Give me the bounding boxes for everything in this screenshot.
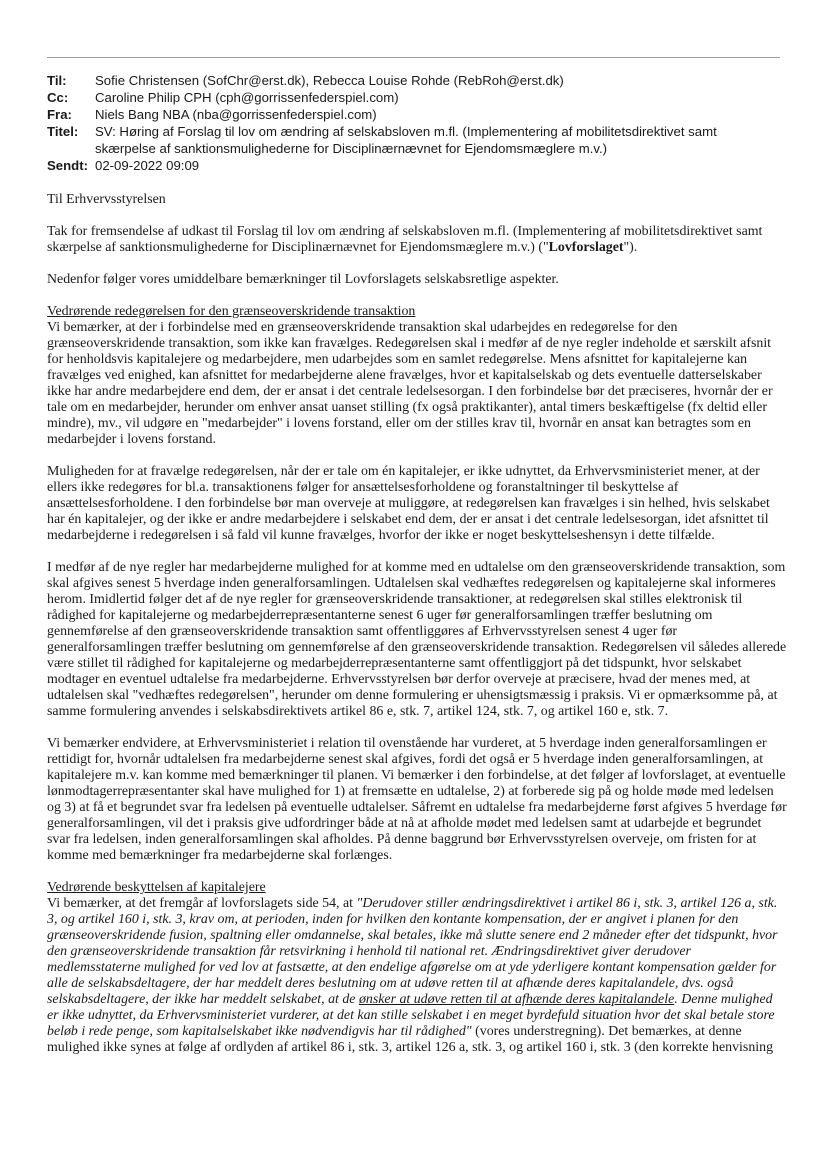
section1-paragraph-4: Vi bemærker endvidere, at Erhvervsministeriet i relation til ovenstående har vurderet, at 5 hverdage inden generalforsamlingen er rettidigt for, hvornår udtalelsen fra medarbejderne senest skal afgives, fordi det også er 5 hverdage inden generalforsamlingen, at kapitalejere m.v. kan komme med bemærkninger til planen. Vi bemærker i den forbindelse, at det følger af lovforslaget, at eventuelle lønmodtagerrepræsentanter skal have mulighed for 1) at fremsætte en udtalelse, 2) at forberede sig på og holde møde med ledelsen og 3) at få et begrundet svar fra ledelsen på eventuelle udtalelser. Såfremt en udtalelse fra medarbejderne først afgives 5 hverdage før generalforsamlingen, vil det i praksis give udfordringer både at nå at afholde mødet med ledelsen samt at udarbejde et begrundet svar fra ledelsen, inden generalforsamlingen skal afholdes. På denne baggrund bør Erhvervsstyrelsen overveje, om fristen for at komme med bemærkninger fra medarbejderne skal forlænges. (47, 736, 787, 863)
to-value: Sofie Christensen (SofChr@erst.dk), Rebecca Louise Rohde (RebRoh@erst.dk) (95, 73, 564, 88)
section-heading-1: Vedrørende redegørelsen for den grænseoverskridende transaktion (47, 304, 416, 319)
to-label: Til: (47, 73, 67, 88)
section2-quote-underlined: ønsker at udøve retten til at afhænde deres kapitalandele (358, 992, 675, 1007)
from-value: Niels Bang NBA (nba@gorrissenfederspiel.com) (95, 107, 377, 122)
section1-paragraph-3: I medfør af de nye regler har medarbejderne mulighed for at komme med en udtalelse om den grænseoverskridende transaktion, som skal afgives senest 5 hverdage inden generalforsamlingen. Udtalelsen skal vedhæftes redegørelsen og kapitalejerne skal informeres herom. Imidlertid følger det af de nye regler for grænseoverskridende transaktioner, at redegørelsen skal stilles elektronisk til rådighed for kapitalejerne og medarbejderrepræsentanterne senest 6 uger før generalforsamlingen træffer beslutning om gennemførelse af den grænseoverskridende transaktion samt offentliggøres af Erhvervsstyrelsen senest 4 uger før generalforsamlingen træffer beslutning om gennemførelse af den grænseoverskridende transaktion. Redegørelsen vil således allerede være stillet til rådighed for kapitalejerne og medarbejderrepræsentanterne samt offentliggjort på det tidspunkt, hvor selskabet modtager en eventuel udtalelse fra medarbejderne. Erhvervsstyrelsen bør derfor overveje at præcisere, hvad der menes med, at udtalelsen skal "vedhæftes redegørelsen", herunder om denne formulering er uhensigtsmæssig i praksis. Vi er opmærksomme på, at samme formulering anvendes i selskabsdirektivets artikel 86 e, stk. 7, artikel 124, stk. 7, og artikel 160 e, stk. 7. (47, 560, 787, 719)
email-header (47, 72, 787, 174)
subject-line-2: skærpelse af sanktionsmulighederne for Disciplinærnævnet for Ejendomsmæglere m.v.) (95, 141, 608, 156)
section2-text-b: (vores understregning). Det bemærkes, at denne mulighed ikke synes at følge af ordlyden af artikel 86 i, stk. 3, artikel 126 a, stk. 3, og artikel 160 i, stk. 3 (den korrekte henvisning (47, 1024, 774, 1055)
from-label: Fra: (47, 107, 72, 122)
section2-quote: "Derudover stiller ændringsdirektivet i artikel 86 i, stk. 3, artikel 126 a, stk. 3, og artikel 160 i, stk. 3, krav om, at perioden, inden for hvilken den kontante kompensation, der er angivet i planen for den grænseoverskridende fusion, spaltning eller omdannelse, skal betales, ikke må slutte senere end 2 måneder efter det tidspunkt, hvor den grænseoverskridende transaktion får retsvirkning i henhold til national ret. Ændringsdirektivet giver derudover medlemsstaterne mulighed for ved lov at fastsætte, at den endelige afgørelse om at yde yderligere kontant kompensation gælder for alle de selskabsdeltagere, der har meddelt deres beslutning om at udøve retten til at afhænde deres kapitalandele, dvs. også selskabsdeltagere, der ikke har meddelt selskabet, at de (47, 896, 778, 1007)
section2-quote-end: . Denne mulighed er ikke udnyttet, da Erhvervsministeriet vurderer, at det kan stille selskabet i en meget byrdefuld situation hvor det skal betale store beløb i rede penge, som kapitalselskabet ikke nødvendigvis har til rådighed" (47, 992, 775, 1039)
cc-label: Cc: (47, 90, 69, 105)
intro-paragraph-2: Nedenfor følger vores umiddelbare bemærkninger til Lovforslagets selskabsretlige aspekter. (47, 272, 559, 287)
to-row (47, 72, 787, 89)
greeting: Til Erhvervsstyrelsen (47, 192, 166, 207)
section2-paragraph-1 (47, 896, 787, 1056)
intro-text-a: Tak for fremsendelse af udkast til Forslag til lov om ændring af selskabsloven m.fl. (Implementering af mobilitetsdirektivet samt skærpelse af sanktionsmulighederne for Disciplinærnævnet for Ejendomsmæglere m.v.) (" (47, 224, 763, 255)
header-divider (47, 57, 780, 58)
sent-label: Sendt: (47, 158, 89, 173)
intro-text-b: "). (623, 240, 638, 255)
subject-value (95, 123, 787, 157)
sent-value: 02-09-2022 09:09 (95, 158, 200, 173)
cc-row (47, 89, 787, 106)
section-heading-2: Vedrørende beskyttelsen af kapitalejere (47, 880, 266, 895)
intro-bold-term: Lovforslaget (548, 240, 624, 255)
from-row (47, 106, 787, 123)
cc-value: Caroline Philip CPH (cph@gorrissenfederspiel.com) (95, 90, 399, 105)
email-body (47, 192, 787, 1056)
section2-text-a: Vi bemærker, at det fremgår af lovforslagets side 54, at (47, 896, 357, 911)
section1-paragraph-1: Vi bemærker, at der i forbindelse med en grænseoverskridende transaktion skal udarbejdes en redegørelse for den grænseoverskridende transaktion, som ikke kan fravælges. Redegørelsen skal i medfør af de nye regler indeholde et særskilt afsnit for henholdsvis kapitalejere og medarbejdere, men udarbejdes som en samlet redegørelse. Mens afsnittet for kapitalejerne kan fravælges ved enighed, kan afsnittet for medarbejderne alene fravælges, hvor et kapitalselskab og dets eventuelle datterselskaber ikke har andre medarbejdere end dem, der er ansat i det centrale ledelsesorgan. I den forbindelse bør det præciseres, hvornår der er tale om en medarbejder, herunder om enhver ansat uanset stilling (fx også praktikanter), antal timers beskæftigelse (fx deltid eller mindre), mv., vil udgøre en "medarbejder" i lovens forstand, eller om der stilles krav til, hvornår en ansat kan betragtes som en medarbejder i lovens forstand. (47, 320, 773, 447)
sent-row (47, 157, 787, 174)
section1-paragraph-2: Muligheden for at fravælge redegørelsen, når der er tale om én kapitalejer, er ikke udnyttet, da Erhvervsministeriet mener, at der ellers ikke redegøres for bl.a. transaktionens følger for ansættelsesforholdene og foranstaltninger til beskyttelse af ansættelsesforholdene. I den forbindelse bør man overveje at muliggøre, at redegørelsen kan fravælges i sin helhed, hvis selskabet har én kapitalejer, og der ikke er andre medarbejdere i selskabet end dem, der er ansat i det centrale ledelsesorgan, idet afsnittet til medarbejderne i redegørelsen i så fald vil kunne fravælges, hvorfor der ikke er noget beskyttelseshensyn i dette tilfælde. (47, 464, 770, 543)
subject-label: Titel: (47, 124, 79, 139)
subject-row (47, 123, 787, 157)
subject-line-1: SV: Høring af Forslag til lov om ændring af selskabsloven m.fl. (Implementering af mobilitetsdirektivet samt (95, 124, 717, 139)
intro-paragraph (47, 224, 787, 256)
